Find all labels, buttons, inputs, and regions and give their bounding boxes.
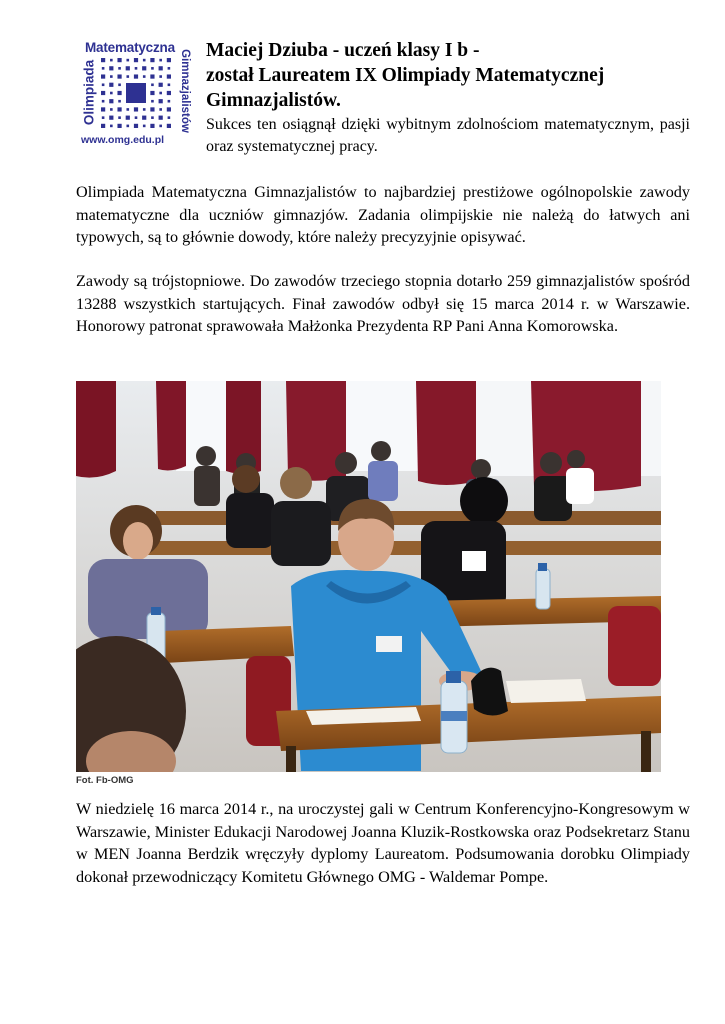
logo-grid-dot [167, 107, 171, 111]
logo-grid-dot [126, 125, 129, 128]
article-title [206, 38, 706, 113]
logo-grid-dot [143, 75, 146, 78]
logo-grid-dot [109, 66, 113, 70]
logo-grid-dot [150, 107, 154, 111]
omg-logo [79, 40, 189, 148]
logo-grid-dot [126, 75, 129, 78]
title-line-2: został Laureatem IX Olimpiady Matematycznej [206, 65, 605, 86]
logo-grid-dot [110, 59, 113, 62]
logo-grid-dot [101, 91, 105, 95]
logo-grid-dot [101, 124, 105, 128]
logo-grid-dot [109, 116, 113, 120]
logo-grid-dot [109, 83, 113, 87]
logo-grid-dot [126, 108, 129, 111]
logo-grid-dot [159, 59, 162, 62]
logo-grid-dot [142, 66, 146, 70]
logo-grid-dot [101, 58, 105, 62]
title-line-3: Gimnazjalistów. [206, 90, 341, 111]
logo-grid-dot [126, 66, 130, 70]
logo-grid-dot [102, 67, 105, 70]
paragraph-competition-stages: Zawody są trójstopniowe. Do zawodów trzeciego stopnia dotarło 259 gimnazjalistów spośród 13288 wszystkich startujących. Finał zawodów odbył się 15 marca 2014 r. w Warszawie. Honorowy patronat sprawowała Małżonka Prezydenta RP Pani Anna Komorowska. [76, 272, 690, 335]
logo-grid-dot [117, 107, 121, 111]
logo-grid-dot [151, 116, 154, 119]
logo-grid-dot [110, 92, 113, 95]
logo-grid-dot [159, 83, 163, 87]
logo-grid-dot [151, 100, 154, 103]
logo-grid-dot [102, 116, 105, 119]
logo-grid-dot [167, 91, 171, 95]
logo-grid-dot [110, 108, 113, 111]
logo-grid-dot [109, 99, 113, 103]
photo-caption: Fot. Fb-OMG [76, 775, 134, 786]
paragraph-olympiad-intro: Olimpiada Matematyczna Gimnazjalistów to najbardziej prestiżowe ogólnopolskie zawody matematyczne dla uczniów gimnazjów. Zadania olimpijskie nie należą do łatwych ani typowych, są to głównie dowody, które należy precyzyjnie opisywać. [76, 183, 690, 246]
logo-grid-dot [118, 67, 121, 70]
logo-grid-dot [159, 108, 162, 111]
logo-text-left: Olimpiada [81, 59, 97, 126]
logo-grid-dot [159, 75, 162, 78]
logo-text-right: Gimnazjalistów [179, 49, 191, 133]
logo-grid-dot [101, 74, 105, 78]
logo-grid-dot [159, 99, 163, 103]
article-subtitle: Sukces ten osiągnął dzięki wybitnym zdolnościom matematycznym, pasji oraz systematycznej pracy. [206, 116, 690, 155]
logo-grid-dot [110, 75, 113, 78]
logo-fractal-grid-icon [99, 56, 173, 130]
logo-grid-dot [150, 91, 154, 95]
exam-hall-photo [76, 381, 661, 772]
logo-grid-dot [150, 58, 154, 62]
logo-grid-dot [117, 58, 121, 62]
logo-grid-dot [150, 74, 154, 78]
logo-grid-dot [135, 67, 138, 70]
logo-grid-dot [159, 125, 162, 128]
logo-grid-dot [135, 116, 138, 119]
logo-grid-dot [117, 91, 121, 95]
logo-grid-dot [118, 100, 121, 103]
logo-grid-dot [102, 83, 105, 86]
logo-grid-dot [143, 59, 146, 62]
logo-grid-dot [151, 67, 154, 70]
logo-grid-dot [168, 67, 171, 70]
logo-grid-dot [134, 58, 138, 62]
logo-grid-dot [151, 83, 154, 86]
logo-grid-dot [118, 83, 121, 86]
title-line-1: Maciej Dziuba - uczeń klasy I b - [206, 40, 480, 61]
logo-text-top: Matematyczna [85, 40, 175, 55]
logo-grid-dot [117, 74, 121, 78]
logo-grid-dot [134, 107, 138, 111]
logo-grid-dot [167, 58, 171, 62]
logo-url: www.omg.edu.pl [81, 134, 165, 146]
logo-grid-dot [159, 66, 163, 70]
logo-grid-dot [101, 107, 105, 111]
logo-grid-dot [110, 125, 113, 128]
paragraph-award-ceremony: W niedzielę 16 marca 2014 r., na uroczystej gali w Centrum Konferencyjno-Kongresowym w Warszawie, Minister Edukacji Narodowej Joanna Kluzik-Rostkowska oraz Podsekretarz Stanu w MEN Joanna Berdzik wręczyły dyplomy Laureatom. Podsumowania dorobku Olimpiady dokonał przewodniczący Komitetu Głównego OMG - Waldemar Pompe. [76, 800, 690, 886]
logo-grid-dot [142, 116, 146, 120]
logo-grid-dot [168, 116, 171, 119]
logo-grid-dot [168, 83, 171, 86]
logo-grid-dot [167, 124, 171, 128]
logo-grid-dot [168, 100, 171, 103]
logo-grid-dot [126, 116, 130, 120]
logo-grid-dot [102, 100, 105, 103]
logo-grid-dot [143, 125, 146, 128]
logo-grid-dot [150, 124, 154, 128]
logo-grid-dot [134, 124, 138, 128]
logo-grid-dot [126, 59, 129, 62]
logo-grid-dot [167, 74, 171, 78]
logo-grid-dot [118, 116, 121, 119]
logo-grid-dot [159, 92, 162, 95]
logo-grid-dot [159, 116, 163, 120]
logo-grid-dot [143, 108, 146, 111]
logo-grid-dot [134, 74, 138, 78]
logo-grid-dot [117, 124, 121, 128]
